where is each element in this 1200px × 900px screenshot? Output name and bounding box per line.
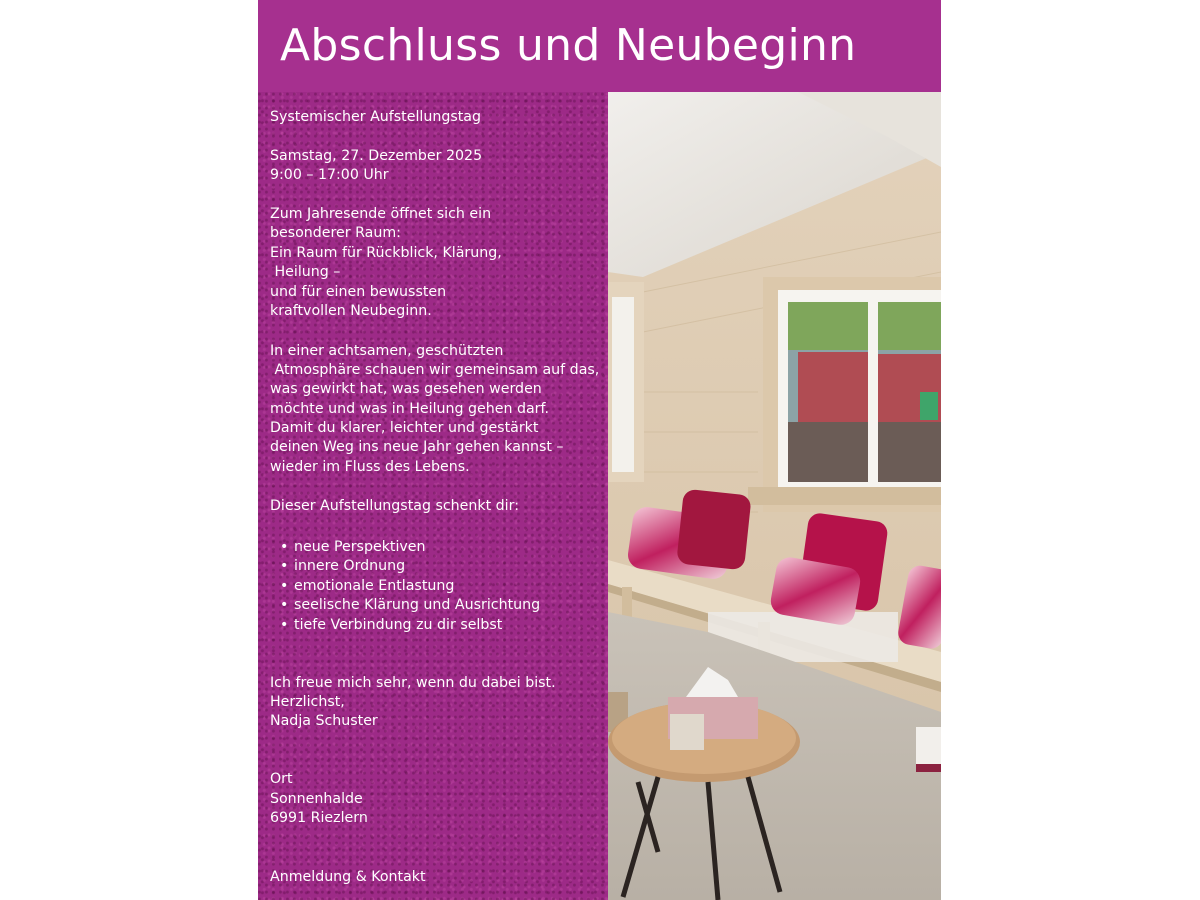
description-line: deinen Weg ins neue Jahr gehen kannst –: [270, 439, 564, 455]
location-name: Sonnenhalde: [270, 791, 363, 807]
location-label: Ort: [270, 771, 293, 787]
page-title: Abschluss und Neubeginn: [280, 20, 857, 71]
description-line: möchte und was in Heilung gehen darf.: [270, 401, 549, 417]
contact-link[interactable]: Anmeldung & Kontakt: [270, 869, 426, 885]
description-line: was gewirkt hat, was gesehen werden: [270, 381, 542, 397]
signature: Nadja Schuster: [270, 713, 378, 729]
text-panel: [258, 92, 608, 900]
location-city: 6991 Riezlern: [270, 810, 368, 826]
flyer: [258, 0, 941, 900]
intro-line: besonderer Raum:: [270, 225, 401, 241]
list-item: • seelische Klärung und Ausrichtung: [280, 596, 540, 615]
description-line: Atmosphäre schauen wir gemeinsam auf das,: [270, 362, 600, 378]
benefits-intro: Dieser Aufstellungstag schenkt dir:: [270, 498, 519, 514]
description-line: wieder im Fluss des Lebens.: [270, 459, 470, 475]
intro-line: und für einen bewussten: [270, 284, 447, 300]
subtitle: Systemischer Aufstellungstag: [270, 109, 482, 125]
description-line: In einer achtsamen, geschützten: [270, 343, 504, 359]
header-banner: [258, 0, 941, 92]
intro-line: kraftvollen Neubeginn.: [270, 303, 432, 319]
closing-line: Ich freue mich sehr, wenn du dabei bist.: [270, 675, 556, 691]
room-photo: [608, 92, 941, 900]
list-item: • innere Ordnung: [280, 557, 540, 576]
benefits-list: [280, 538, 540, 635]
description-line: Damit du klarer, leichter und gestärkt: [270, 420, 539, 436]
event-time: 9:00 – 17:00 Uhr: [270, 167, 389, 183]
event-date: Samstag, 27. Dezember 2025: [270, 148, 483, 164]
list-item: • emotionale Entlastung: [280, 577, 540, 596]
intro-line: Ein Raum für Rückblick, Klärung,: [270, 245, 502, 261]
closing-line: Herzlichst,: [270, 694, 345, 710]
list-item: • tiefe Verbindung zu dir selbst: [280, 616, 540, 635]
intro-line: Zum Jahresende öffnet sich ein: [270, 206, 492, 222]
list-item: • neue Perspektiven: [280, 538, 540, 557]
intro-line: Heilung –: [270, 264, 341, 280]
